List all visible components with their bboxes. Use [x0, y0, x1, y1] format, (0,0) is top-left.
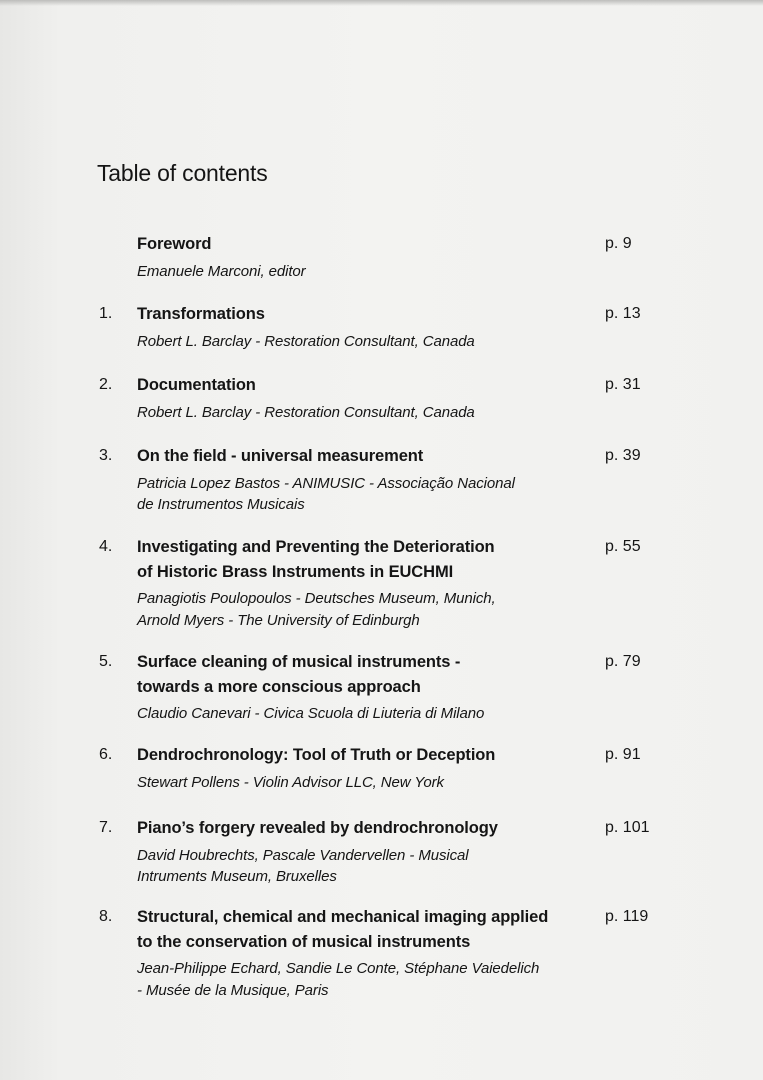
entry-page-number: p. 13: [605, 305, 641, 322]
page-top-edge: [0, 0, 763, 6]
entry-number: 5.: [99, 653, 113, 670]
entry-author: [137, 402, 607, 424]
entry-page-number: p. 9: [605, 235, 632, 252]
entry-number: 4.: [99, 538, 113, 555]
entry-number: 3.: [99, 447, 113, 464]
entry-title-line: Dendrochronology: Tool of Truth or Deception: [137, 746, 496, 764]
entry-author: [137, 473, 607, 516]
entry-author-line: Stewart Pollens - Violin Advisor LLC, New York: [137, 773, 444, 791]
entry-author-line: Arnold Myers - The University of Edinburgh: [137, 611, 420, 629]
entry-page-number: p. 119: [605, 908, 649, 925]
entry-title: [137, 444, 597, 469]
entry-author-line: Jean-Philippe Echard, Sandie Le Conte, Stéphane Vaiedelich: [137, 960, 540, 977]
entry-page-number: p. 31: [605, 376, 641, 393]
entry-page-number: p. 39: [605, 447, 641, 464]
entry-author-line: Claudio Canevari - Civica Scuola di Liuteria di Milano: [137, 705, 485, 722]
entry-title-line: Transformations: [137, 305, 265, 323]
entry-author: [137, 845, 607, 888]
entry-author-line: de Instrumentos Musicais: [137, 496, 305, 513]
entry-author-line: - Musée de la Musique, Paris: [137, 981, 329, 999]
entry-title-line: Piano’s forgery revealed by dendrochronology: [137, 819, 498, 837]
entry-title-line: Foreword: [137, 235, 212, 253]
entry-page-number: p. 101: [605, 819, 650, 836]
entry-author: [137, 703, 607, 725]
entry-title-line: to the conservation of musical instruments: [137, 932, 471, 951]
entry-author: [137, 588, 607, 631]
entry-page-number: p. 79: [605, 653, 641, 670]
entry-author-line: David Houbrechts, Pascale Vandervellen - Musical: [137, 846, 469, 864]
entry-title-line: of Historic Brass Instruments in EUCHMI: [137, 562, 454, 581]
entry-title-line: Documentation: [137, 376, 256, 394]
entry-title-line: Structural, chemical and mechanical imaging applied: [137, 908, 549, 926]
entry-number: 1.: [99, 305, 113, 322]
entry-title-line: Surface cleaning of musical instruments -: [137, 653, 461, 671]
entry-page-number: p. 55: [605, 538, 641, 555]
entry-title: [137, 905, 597, 954]
entry-title: [137, 302, 597, 327]
entry-title-line: On the field - universal measurement: [137, 447, 424, 465]
entry-title: [137, 232, 597, 257]
entry-title-line: Investigating and Preventing the Deterioration: [137, 538, 495, 556]
entry-author: [137, 772, 607, 794]
entry-author-line: Panagiotis Poulopoulos - Deutsches Museum, Munich,: [137, 590, 496, 607]
entry-title-line: towards a more conscious approach: [137, 677, 421, 696]
entry-author-line: Robert L. Barclay - Restoration Consultant, Canada: [137, 403, 475, 421]
entry-author: [137, 331, 607, 353]
entry-author-line: Intruments Museum, Bruxelles: [137, 868, 337, 885]
entry-title: [137, 816, 597, 841]
toc-heading: Table of contents: [97, 160, 268, 186]
entry-author-line: Patricia Lopez Bastos - ANIMUSIC - Associação Nacional: [137, 474, 515, 492]
entry-author-line: Robert L. Barclay - Restoration Consultant, Canada: [137, 332, 475, 350]
entry-title: [137, 535, 597, 584]
entry-number: 6.: [99, 746, 113, 763]
entry-title: [137, 373, 597, 398]
entry-page-number: p. 91: [605, 746, 641, 763]
entry-author: [137, 261, 607, 283]
entry-number: 2.: [99, 376, 113, 393]
entry-number: 8.: [99, 908, 113, 925]
entry-author: [137, 958, 607, 1001]
entry-number: 7.: [99, 819, 113, 836]
entry-title: [137, 743, 597, 768]
entry-title: [137, 650, 597, 699]
entry-author-line: Emanuele Marconi, editor: [137, 262, 306, 280]
